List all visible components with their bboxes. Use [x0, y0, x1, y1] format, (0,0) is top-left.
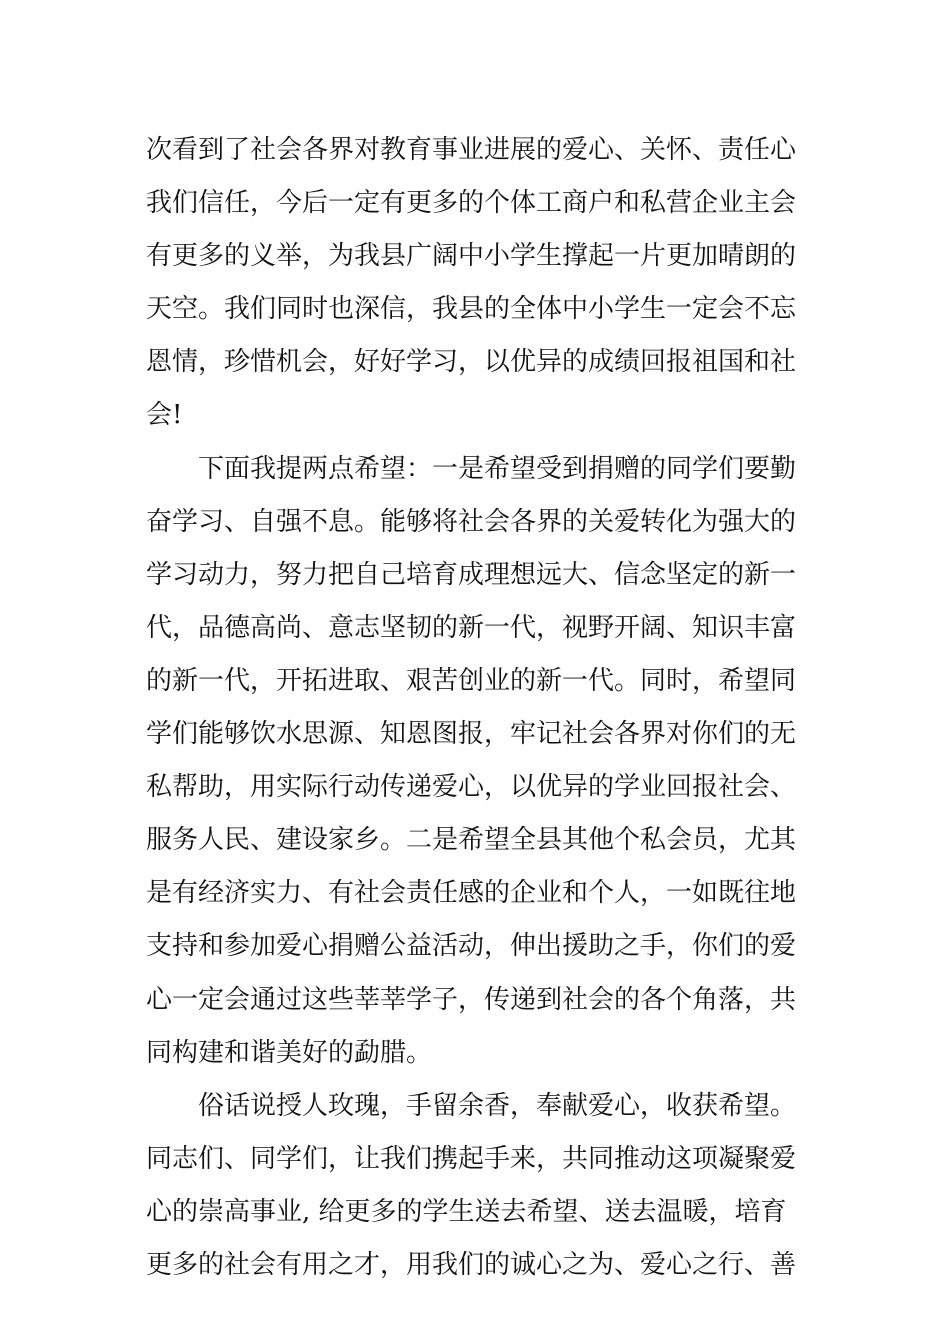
text-line: 的新一代，开拓进取、艰苦创业的新一代。同时，希望同	[146, 665, 797, 696]
text-line: 心一定会通过这些莘莘学子，传递到社会的各个角落，共	[146, 984, 797, 1015]
text-line: 同构建和谐美好的勐腊。	[146, 1037, 433, 1068]
text-line: 学习动力，努力把自己培育成理想远大、信念坚定的新一	[146, 559, 797, 590]
text-line: 下面我提两点希望：一是希望受到捐赠的同学们要勤	[198, 453, 797, 484]
text-line: 心的崇高事业, 给更多的学生送去希望、送去温暖，培育	[146, 1196, 787, 1227]
text-line: 同志们、同学们，让我们携起手来，共同推动这项凝聚爱	[146, 1143, 797, 1174]
text-line: 学们能够饮水思源、知恩图报，牢记社会各界对你们的无	[146, 719, 797, 750]
text-line: 我们信任，今后一定有更多的个体工商户和私营企业主会	[146, 188, 797, 219]
text-line: 俗话说授人玫瑰，手留余香，奉献爱心，收获希望。	[198, 1090, 797, 1121]
text-line: 有更多的义举，为我县广阔中小学生撑起一片更加晴朗的	[146, 241, 797, 272]
paragraph-3	[146, 1080, 816, 1292]
document-body	[146, 124, 816, 1292]
text-line: 奋学习、自强不息。能够将社会各界的关爱转化为强大的	[146, 506, 797, 537]
text-line: 天空。我们同时也深信，我县的全体中小学生一定会不忘	[146, 294, 797, 325]
text-line: 支持和参加爱心捐赠公益活动，伸出援助之手，你们的爱	[146, 931, 797, 962]
text-line: 私帮助，用实际行动传递爱心，以优异的学业回报社会、	[146, 772, 797, 803]
text-line: 更多的社会有用之才，用我们的诚心之为、爱心之行、善	[146, 1249, 797, 1280]
text-line: 恩情，珍惜机会，好好学习，以优异的成绩回报祖国和社	[146, 347, 797, 378]
text-line: 次看到了社会各界对教育事业进展的爱心、关怀、责任心	[146, 135, 797, 165]
paragraph-1	[146, 124, 816, 443]
text-line: 代，品德高尚、意志坚韧的新一代，视野开阔、知识丰富	[146, 612, 797, 643]
text-line: 是有经济实力、有社会责任感的企业和个人，一如既往地	[146, 878, 797, 909]
text-line: 会!	[146, 400, 183, 431]
text-line: 服务人民、建设家乡。二是希望全县其他个私会员，尤其	[146, 825, 797, 856]
paragraph-2	[146, 443, 816, 1080]
